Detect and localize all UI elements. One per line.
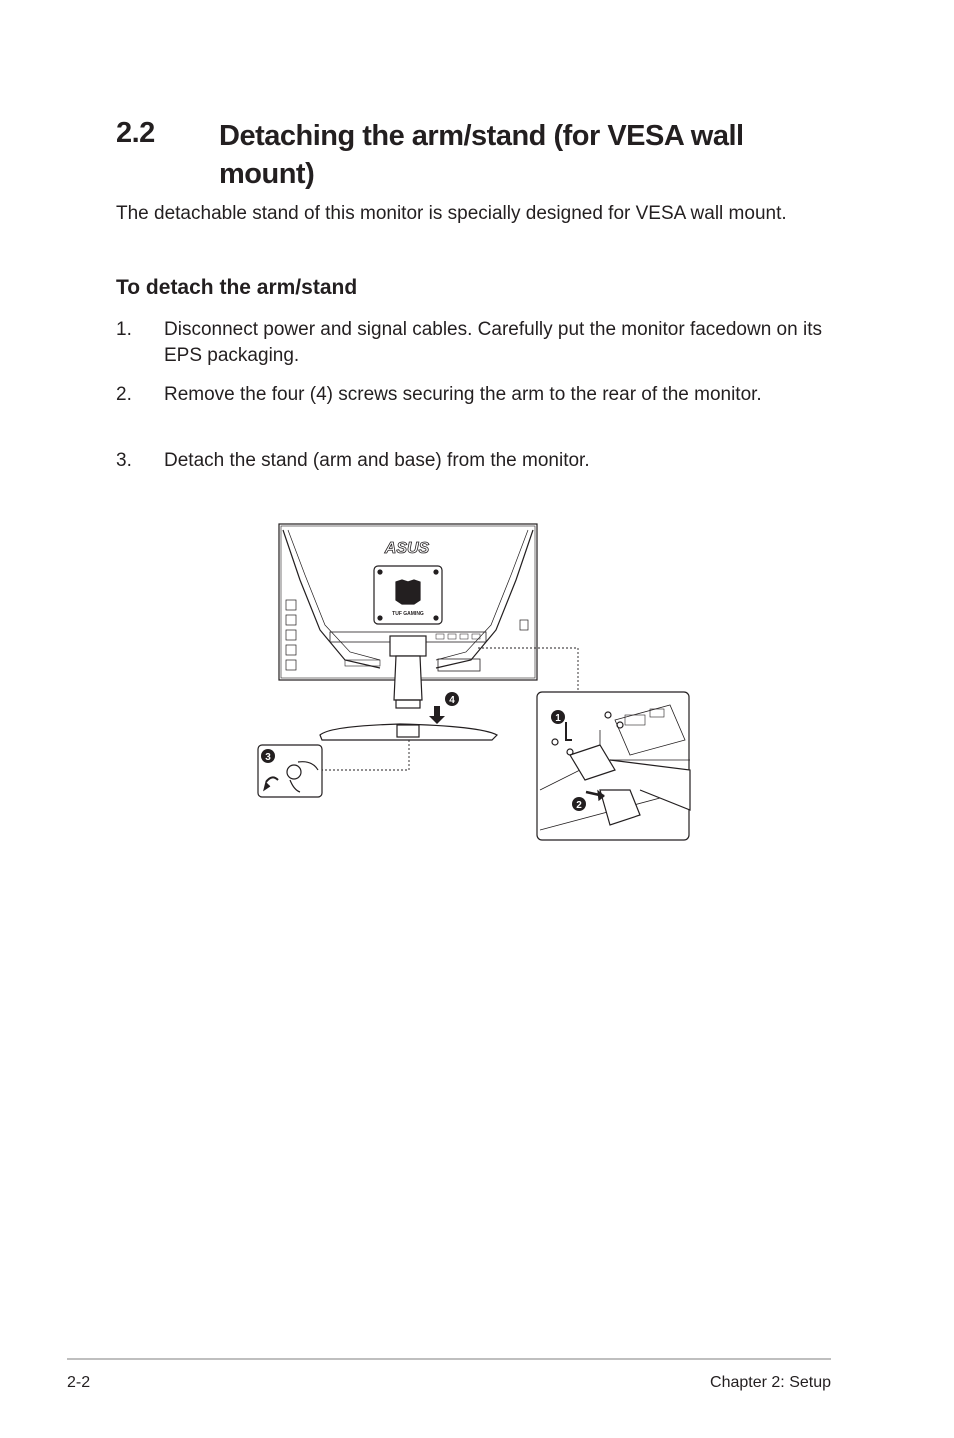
callout-3	[261, 749, 275, 763]
chapter-label: Chapter 2: Setup	[710, 1374, 831, 1391]
brand-logo: ASUS	[384, 540, 430, 557]
svg-text:1: 1	[555, 713, 561, 724]
section-number: 2.2	[116, 117, 155, 149]
step-number: 3.	[116, 450, 132, 471]
stand-base	[320, 724, 497, 740]
page-number: 2-2	[67, 1374, 91, 1391]
step-number: 1.	[116, 319, 132, 340]
down-arrow-icon	[429, 706, 445, 724]
monitor-rear-view	[279, 524, 537, 708]
step-text: Remove the four (4) screws securing the arm to the rear of the monitor.	[164, 384, 762, 405]
svg-text:3: 3	[265, 752, 271, 763]
callout-1	[551, 710, 565, 724]
step-text: Disconnect power and signal cables. Carefully put the monitor facedown on its EPS packaging.	[164, 319, 822, 366]
tuf-badge: TUF GAMING	[392, 611, 424, 617]
subheading: To detach the arm/stand	[116, 276, 358, 299]
step-text: Detach the stand (arm and base) from the monitor.	[164, 450, 590, 471]
footer-divider	[67, 1358, 831, 1360]
detach-stand-illustration	[250, 515, 700, 850]
intro-paragraph: The detachable stand of this monitor is specially designed for VESA wall mount.	[116, 203, 787, 224]
callout-4	[445, 692, 459, 706]
svg-text:4: 4	[449, 695, 455, 706]
section-title: Detaching the arm/stand (for VESA wall mount)	[219, 120, 744, 190]
callout-2	[572, 797, 586, 811]
svg-text:2: 2	[576, 800, 582, 811]
step-number: 2.	[116, 384, 132, 405]
